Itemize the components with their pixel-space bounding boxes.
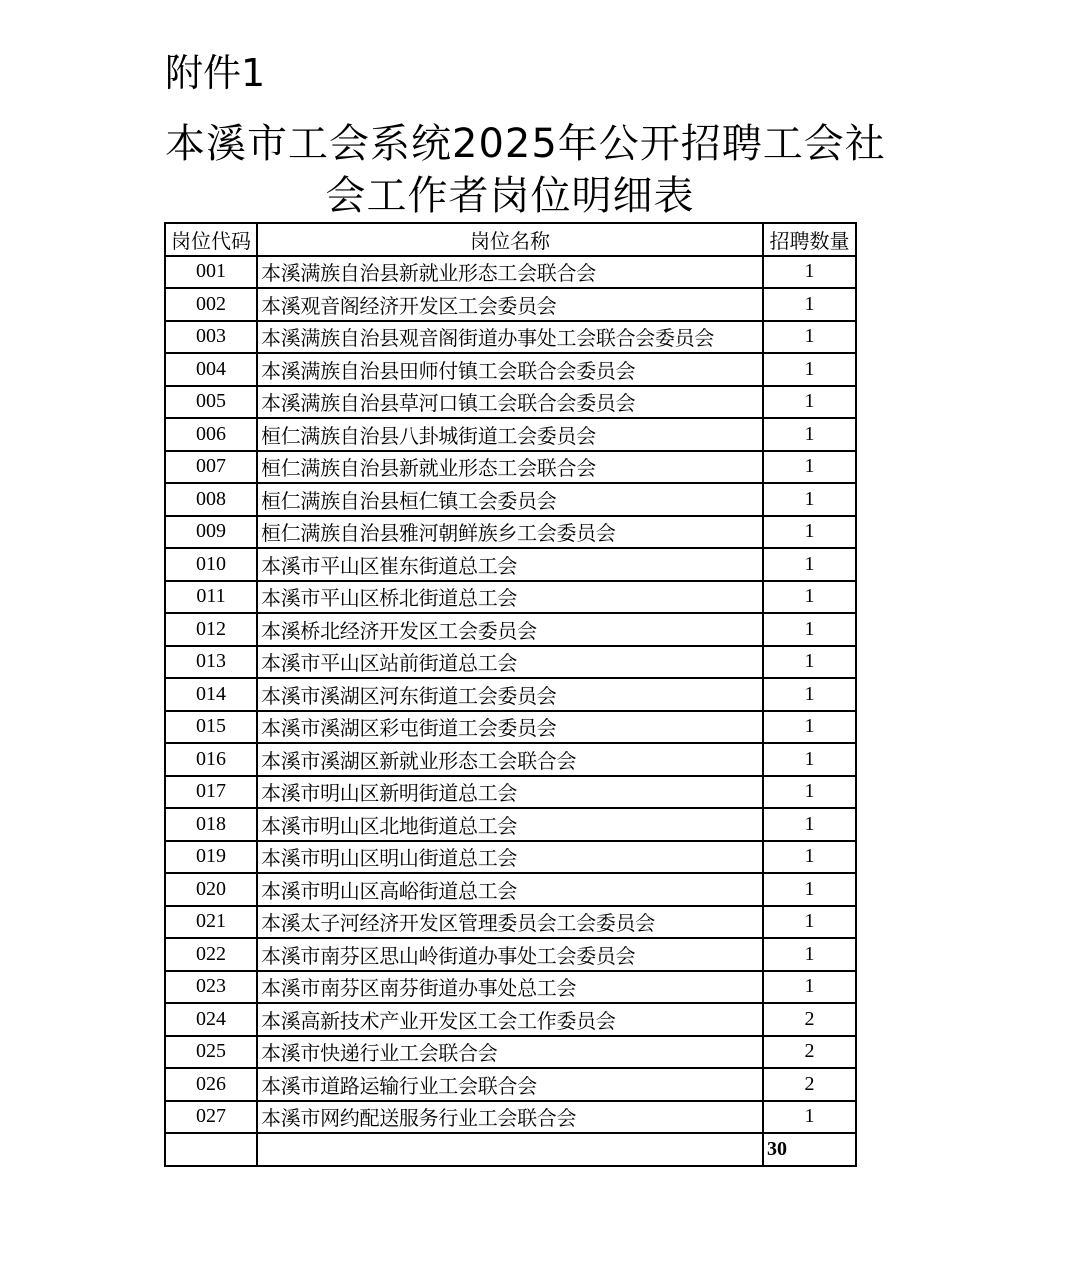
position-code-cell: 011 bbox=[165, 581, 257, 614]
position-name-cell: 本溪市南芬区思山岭街道办事处工会委员会 bbox=[257, 938, 763, 971]
position-name-cell: 桓仁满族自治县新就业形态工会联合会 bbox=[257, 451, 763, 484]
recruit-count-cell: 1 bbox=[763, 873, 856, 906]
position-name-cell: 本溪观音阁经济开发区工会委员会 bbox=[257, 288, 763, 321]
position-name-cell: 本溪市明山区高峪街道总工会 bbox=[257, 873, 763, 906]
table-row bbox=[165, 386, 856, 419]
table-row bbox=[165, 256, 856, 289]
position-code-cell: 002 bbox=[165, 288, 257, 321]
recruit-count-cell: 1 bbox=[763, 613, 856, 646]
recruit-count-cell: 1 bbox=[763, 483, 856, 516]
recruit-count-cell: 1 bbox=[763, 353, 856, 386]
table-row bbox=[165, 353, 856, 386]
position-code-cell: 010 bbox=[165, 548, 257, 581]
table-row bbox=[165, 548, 856, 581]
position-name-cell: 本溪市南芬区南芬街道办事处总工会 bbox=[257, 971, 763, 1004]
position-code-cell: 019 bbox=[165, 841, 257, 874]
header-recruit-count: 招聘数量 bbox=[763, 223, 856, 256]
positions-table bbox=[164, 222, 857, 1167]
position-code-cell: 026 bbox=[165, 1068, 257, 1101]
position-code-cell: 024 bbox=[165, 1003, 257, 1036]
table-row bbox=[165, 451, 856, 484]
position-name-cell: 本溪市溪湖区河东街道工会委员会 bbox=[257, 678, 763, 711]
position-code-cell: 027 bbox=[165, 1101, 257, 1134]
position-name-cell: 本溪满族自治县观音阁街道办事处工会联合会委员会 bbox=[257, 321, 763, 354]
recruit-count-cell: 1 bbox=[763, 321, 856, 354]
title-line-1: 本溪市工会系统2025年公开招聘工会社 bbox=[165, 121, 886, 167]
table-row bbox=[165, 873, 856, 906]
recruit-count-cell: 2 bbox=[763, 1036, 856, 1069]
position-name-cell: 本溪市快递行业工会联合会 bbox=[257, 1036, 763, 1069]
position-name-cell: 本溪市网约配送服务行业工会联合会 bbox=[257, 1101, 763, 1134]
position-name-cell: 本溪满族自治县田师付镇工会联合会委员会 bbox=[257, 353, 763, 386]
table-row bbox=[165, 971, 856, 1004]
position-name-cell: 本溪市溪湖区新就业形态工会联合会 bbox=[257, 743, 763, 776]
position-name-cell: 桓仁满族自治县雅河朝鲜族乡工会委员会 bbox=[257, 516, 763, 549]
position-code-cell: 004 bbox=[165, 353, 257, 386]
table-row bbox=[165, 613, 856, 646]
position-code-cell: 013 bbox=[165, 646, 257, 679]
recruit-count-cell: 1 bbox=[763, 418, 856, 451]
recruit-count-cell: 1 bbox=[763, 711, 856, 744]
table-row bbox=[165, 841, 856, 874]
table-row bbox=[165, 678, 856, 711]
table-row bbox=[165, 418, 856, 451]
position-code-cell: 025 bbox=[165, 1036, 257, 1069]
position-code-cell: 008 bbox=[165, 483, 257, 516]
position-code-cell: 016 bbox=[165, 743, 257, 776]
table-row bbox=[165, 321, 856, 354]
position-code-cell: 015 bbox=[165, 711, 257, 744]
table-row bbox=[165, 646, 856, 679]
recruit-count-cell: 2 bbox=[763, 1003, 856, 1036]
recruit-count-cell: 1 bbox=[763, 906, 856, 939]
table-row bbox=[165, 776, 856, 809]
position-name-cell: 本溪太子河经济开发区管理委员会工会委员会 bbox=[257, 906, 763, 939]
position-code-cell: 022 bbox=[165, 938, 257, 971]
position-name-cell: 本溪市明山区北地街道总工会 bbox=[257, 808, 763, 841]
position-name-cell: 本溪桥北经济开发区工会委员会 bbox=[257, 613, 763, 646]
position-code-cell: 006 bbox=[165, 418, 257, 451]
table-row bbox=[165, 288, 856, 321]
recruit-count-cell: 1 bbox=[763, 646, 856, 679]
position-code-cell: 021 bbox=[165, 906, 257, 939]
table-row bbox=[165, 581, 856, 614]
document-title bbox=[165, 118, 886, 222]
position-name-cell: 本溪市平山区桥北街道总工会 bbox=[257, 581, 763, 614]
position-name-cell: 桓仁满族自治县八卦城街道工会委员会 bbox=[257, 418, 763, 451]
position-name-cell: 本溪市平山区崔东街道总工会 bbox=[257, 548, 763, 581]
recruit-count-cell: 1 bbox=[763, 288, 856, 321]
table-row bbox=[165, 483, 856, 516]
position-code-cell: 005 bbox=[165, 386, 257, 419]
recruit-count-cell: 1 bbox=[763, 776, 856, 809]
table-row bbox=[165, 743, 856, 776]
recruit-count-cell: 1 bbox=[763, 256, 856, 289]
table-row bbox=[165, 711, 856, 744]
total-name-cell bbox=[257, 1133, 763, 1166]
recruit-count-cell: 1 bbox=[763, 451, 856, 484]
position-code-cell: 020 bbox=[165, 873, 257, 906]
recruit-count-cell: 1 bbox=[763, 743, 856, 776]
recruit-count-cell: 1 bbox=[763, 1101, 856, 1134]
table-row bbox=[165, 1101, 856, 1134]
total-count: 30 bbox=[763, 1133, 856, 1166]
position-name-cell: 本溪市平山区站前街道总工会 bbox=[257, 646, 763, 679]
recruit-count-cell: 1 bbox=[763, 841, 856, 874]
position-name-cell: 本溪满族自治县草河口镇工会联合会委员会 bbox=[257, 386, 763, 419]
table-row bbox=[165, 808, 856, 841]
table-row bbox=[165, 516, 856, 549]
recruit-count-cell: 2 bbox=[763, 1068, 856, 1101]
position-code-cell: 012 bbox=[165, 613, 257, 646]
position-code-cell: 009 bbox=[165, 516, 257, 549]
position-code-cell: 003 bbox=[165, 321, 257, 354]
recruit-count-cell: 1 bbox=[763, 808, 856, 841]
position-name-cell: 本溪市道路运输行业工会联合会 bbox=[257, 1068, 763, 1101]
recruit-count-cell: 1 bbox=[763, 938, 856, 971]
table-row bbox=[165, 1003, 856, 1036]
recruit-count-cell: 1 bbox=[763, 971, 856, 1004]
position-code-cell: 023 bbox=[165, 971, 257, 1004]
position-code-cell: 014 bbox=[165, 678, 257, 711]
recruit-count-cell: 1 bbox=[763, 516, 856, 549]
recruit-count-cell: 1 bbox=[763, 386, 856, 419]
position-name-cell: 本溪高新技术产业开发区工会工作委员会 bbox=[257, 1003, 763, 1036]
recruit-count-cell: 1 bbox=[763, 548, 856, 581]
total-row bbox=[165, 1133, 856, 1166]
table-row bbox=[165, 906, 856, 939]
table-row bbox=[165, 938, 856, 971]
position-code-cell: 018 bbox=[165, 808, 257, 841]
table-header-row bbox=[165, 223, 856, 256]
position-code-cell: 007 bbox=[165, 451, 257, 484]
position-name-cell: 本溪满族自治县新就业形态工会联合会 bbox=[257, 256, 763, 289]
header-position-code: 岗位代码 bbox=[165, 223, 257, 256]
position-name-cell: 本溪市明山区明山街道总工会 bbox=[257, 841, 763, 874]
table-row bbox=[165, 1036, 856, 1069]
table-row bbox=[165, 1068, 856, 1101]
attachment-label: 附件1 bbox=[165, 51, 266, 95]
header-position-name: 岗位名称 bbox=[257, 223, 763, 256]
position-name-cell: 本溪市溪湖区彩屯街道工会委员会 bbox=[257, 711, 763, 744]
recruit-count-cell: 1 bbox=[763, 678, 856, 711]
position-code-cell: 001 bbox=[165, 256, 257, 289]
title-line-2: 会工作者岗位明细表 bbox=[325, 173, 695, 219]
position-code-cell: 017 bbox=[165, 776, 257, 809]
position-name-cell: 桓仁满族自治县桓仁镇工会委员会 bbox=[257, 483, 763, 516]
position-name-cell: 本溪市明山区新明街道总工会 bbox=[257, 776, 763, 809]
total-code-cell bbox=[165, 1133, 257, 1166]
recruit-count-cell: 1 bbox=[763, 581, 856, 614]
